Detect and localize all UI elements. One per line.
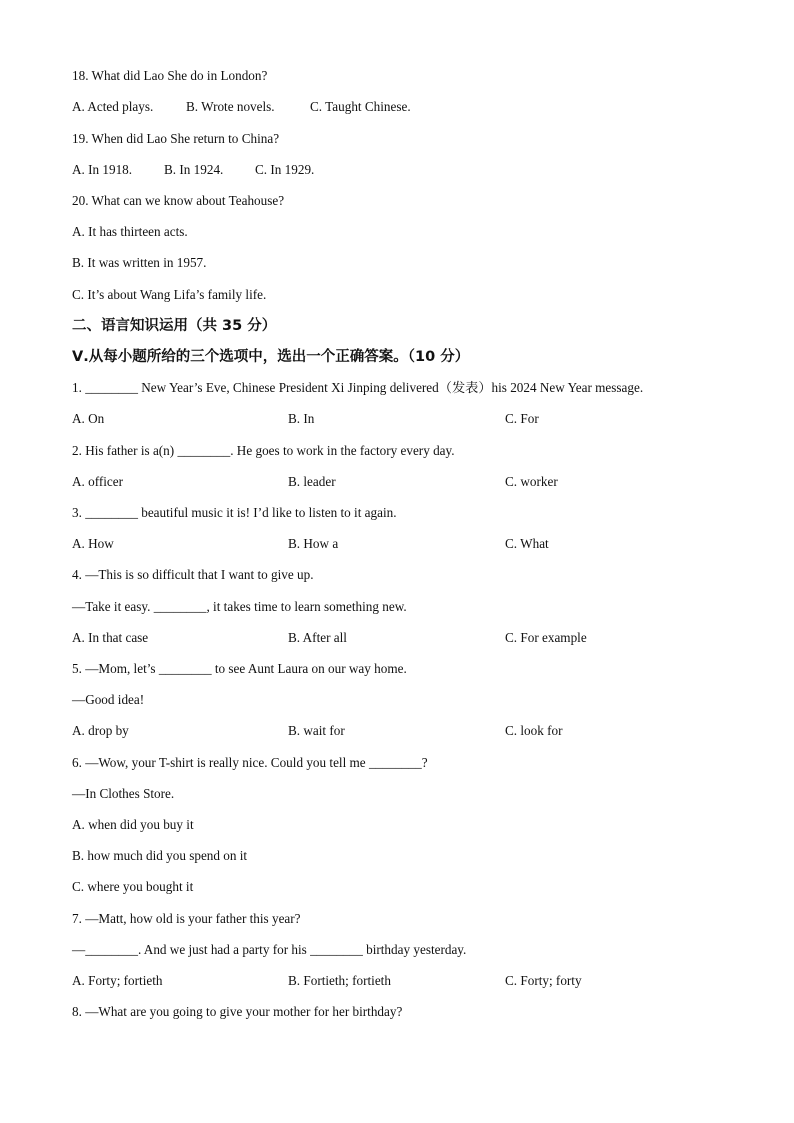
question-5-option-b: B. wait for xyxy=(288,723,345,738)
question-5-stem: 5. —Mom, let’s ________ to see Aunt Laura on our way home. xyxy=(72,661,407,676)
question-1-option-a: A. On xyxy=(72,411,105,426)
question-1-stem: 1. ________ New Year’s Eve, Chinese President Xi Jinping delivered（发表）his 2024 New Year message. xyxy=(72,380,644,395)
question-18-stem: 18. What did Lao She do in London? xyxy=(72,68,268,83)
question-20-option-b: B. It was written in 1957. xyxy=(72,255,207,270)
question-4-reply: —Take it easy. ________, it takes time to learn something new. xyxy=(72,599,407,614)
question-7-option-a: A. Forty; fortieth xyxy=(72,973,163,988)
question-2-option-a: A. officer xyxy=(72,474,124,489)
question-19-option-c: C. In 1929. xyxy=(255,162,315,177)
question-6-option-b: B. how much did you spend on it xyxy=(72,848,248,863)
question-2-option-c: C. worker xyxy=(505,474,558,489)
question-2-stem: 2. His father is a(n) ________. He goes to work in the factory every day. xyxy=(72,443,455,458)
question-8-stem: 8. —What are you going to give your mother for her birthday? xyxy=(72,1004,403,1019)
question-1-option-c: C. For xyxy=(505,411,539,426)
question-1-option-b: B. In xyxy=(288,411,315,426)
question-7-reply: —________. And we just had a party for his ________ birthday yesterday. xyxy=(72,942,467,957)
question-4-option-c: C. For example xyxy=(505,630,587,645)
question-20-option-c: C. It’s about Wang Lifa’s family life. xyxy=(72,287,267,302)
question-6-reply: —In Clothes Store. xyxy=(72,786,175,801)
section-title: 二、语言知识运用（共 35 分） xyxy=(72,318,277,334)
question-5-reply: —Good idea! xyxy=(72,692,145,707)
question-3-option-a: A. How xyxy=(72,536,114,551)
question-18-option-a: A. Acted plays. xyxy=(72,99,154,114)
question-7-stem: 7. —Matt, how old is your father this year? xyxy=(72,911,301,926)
question-19-option-a: A. In 1918. xyxy=(72,162,133,177)
question-18-option-c: C. Taught Chinese. xyxy=(310,99,411,114)
question-20-option-a: A. It has thirteen acts. xyxy=(72,224,188,239)
question-4-option-b: B. After all xyxy=(288,630,347,645)
question-6-stem: 6. —Wow, your T-shirt is really nice. Could you tell me ________? xyxy=(72,755,428,770)
question-19-stem: 19. When did Lao She return to China? xyxy=(72,131,280,146)
question-19-option-b: B. In 1924. xyxy=(164,162,224,177)
question-18-option-b: B. Wrote novels. xyxy=(186,99,275,114)
question-3-option-c: C. What xyxy=(505,536,549,551)
question-4-option-a: A. In that case xyxy=(72,630,149,645)
question-5-option-c: C. look for xyxy=(505,723,563,738)
question-3-stem: 3. ________ beautiful music it is! I’d like to listen to it again. xyxy=(72,505,397,520)
question-6-option-a: A. when did you buy it xyxy=(72,817,194,832)
subsection-title: Ⅴ.从每小题所给的三个选项中，选出一个正确答案。（10 分） xyxy=(72,349,470,365)
question-20-stem: 20. What can we know about Teahouse? xyxy=(72,193,285,208)
question-7-option-b: B. Fortieth; fortieth xyxy=(288,973,391,988)
question-4-stem: 4. —This is so difficult that I want to give up. xyxy=(72,567,314,582)
question-5-option-a: A. drop by xyxy=(72,723,129,738)
question-6-option-c: C. where you bought it xyxy=(72,879,194,894)
question-2-option-b: B. leader xyxy=(288,474,336,489)
question-7-option-c: C. Forty; forty xyxy=(505,973,582,988)
question-3-option-b: B. How a xyxy=(288,536,339,551)
